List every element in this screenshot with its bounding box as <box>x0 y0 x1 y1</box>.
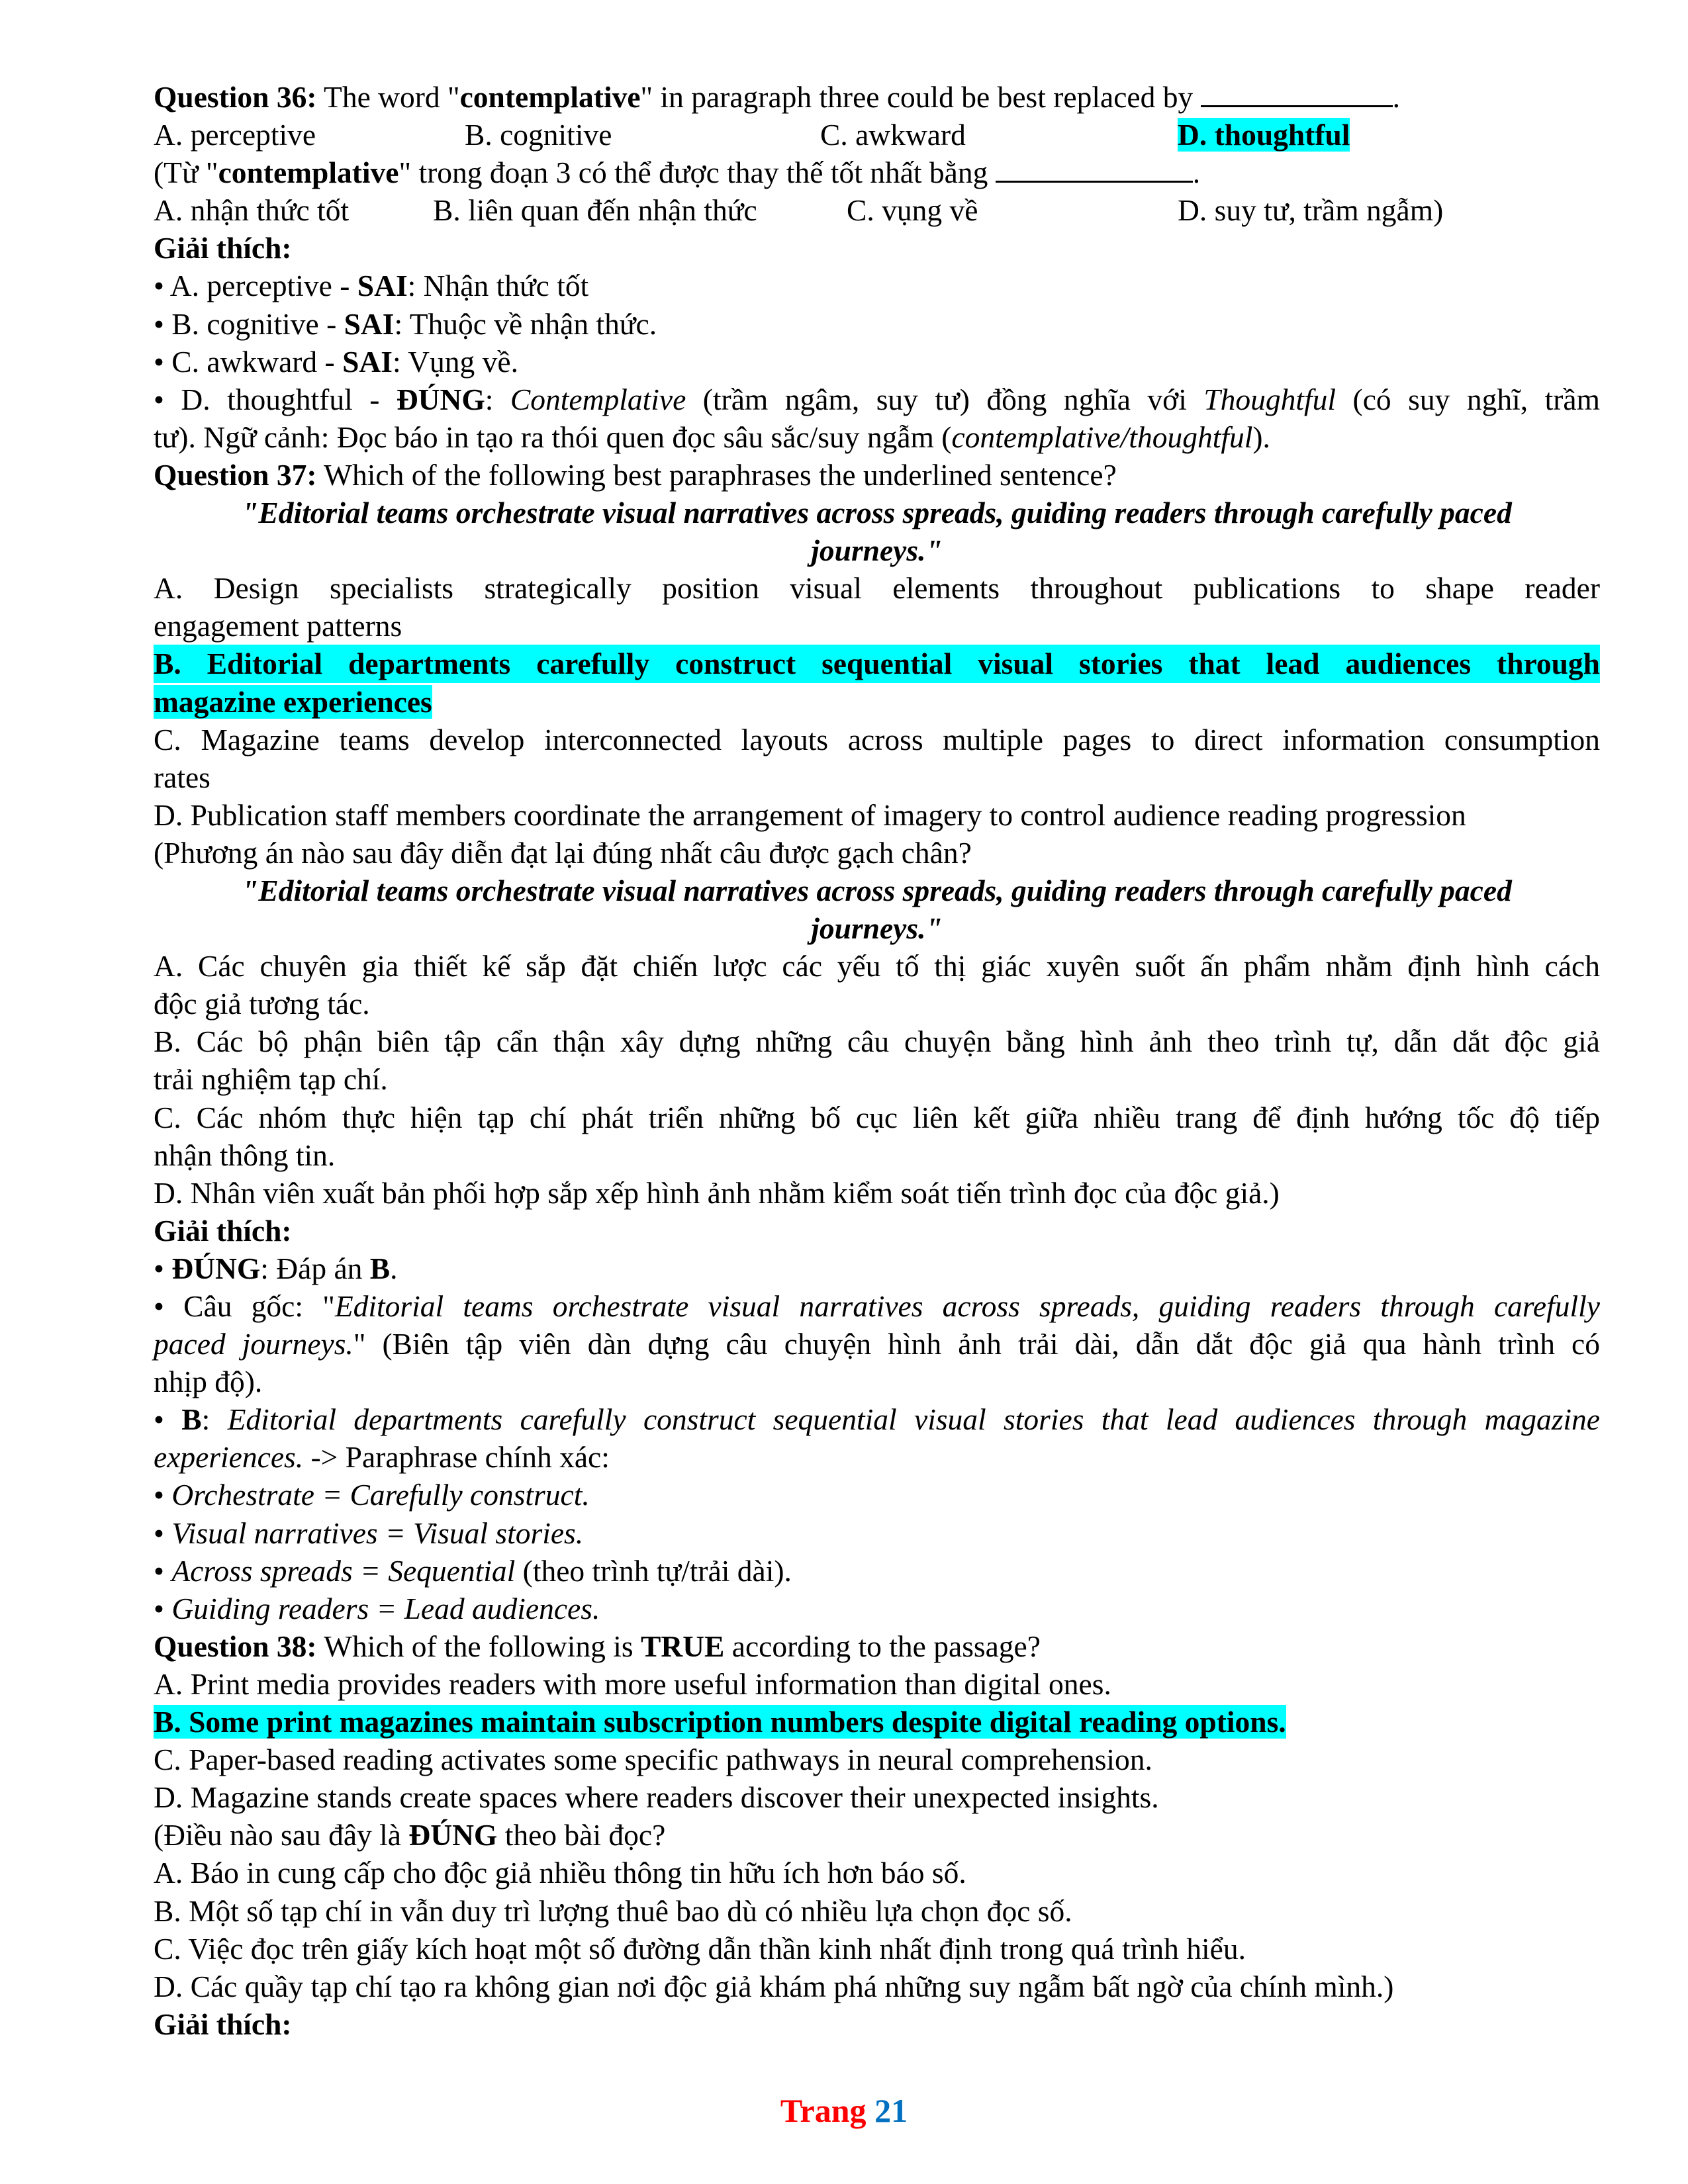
q38-option-d: D. Magazine stands create spaces where readers discover their unexpected insights. <box>154 1780 1159 1815</box>
q37-explain-2 <box>154 1287 1600 1325</box>
pair-term-b: Visual stories <box>413 1516 576 1550</box>
q37-e3-post: -> Paraphrase chính xác: <box>303 1440 610 1475</box>
q36-vi-keyword: contemplative <box>218 156 399 190</box>
q38-stem-bold: TRUE <box>640 1629 725 1663</box>
q37-vi-quote-l2: journeys." <box>811 911 943 946</box>
q36-vi-option-b: B. liên quan đến nhận thức <box>433 193 757 228</box>
q37-quote-l1: "Editorial teams orchestrate visual narratives across spreads, guiding readers through carefully paced <box>242 496 1512 530</box>
q36-option-d-correct <box>1178 116 1350 154</box>
q37-stem-text: Which of the following best paraphrases the underlined sentence? <box>316 457 1117 492</box>
q36-explain-d <box>154 381 1600 418</box>
q36-explain-title <box>154 229 1600 267</box>
q36-explain-d-line2-end: ). <box>1252 420 1270 454</box>
q36-vi-post: " trong đoạn 3 có thể được thay thế tốt nhất bằng <box>399 156 996 190</box>
q37-e3-pre: • <box>154 1402 182 1437</box>
q37-stem <box>154 456 1600 494</box>
q38-vi-option-d: D. Các quầy tạp chí tạo ra không gian nơi độc giả khám phá những suy ngẫm bất ngờ của chính mình.) <box>154 1969 1394 2003</box>
pair-term-a: Orchestrate <box>171 1478 314 1512</box>
q36-explain-d-line2-terms: contemplative/thoughtful <box>951 420 1253 454</box>
q36-label: Question 36: <box>154 80 317 114</box>
pair-equals: = <box>352 1553 389 1588</box>
q38-stem-post: according to the passage? <box>724 1629 1041 1663</box>
q36-explain-a <box>154 267 1600 304</box>
q37-vi-quote <box>154 872 1600 947</box>
q38-vi-option-a: A. Báo in cung cấp cho độc giả nhiều thông tin hữu ích hơn báo số. <box>154 1856 966 1890</box>
q38-explain-title-text: Giải thích: <box>154 2007 292 2041</box>
q38-vi-stem-pre: (Điều nào sau đây là <box>154 1818 409 1852</box>
q36-vi-option-c: C. vụng về <box>847 193 978 228</box>
q36-explain-c-tag: SAI <box>342 344 393 379</box>
q37-vi-option-a-l2: độc giả tương tác. <box>154 987 370 1021</box>
q36-explain-b <box>154 305 1600 343</box>
q36-explain-a-tag: SAI <box>357 269 408 303</box>
q37-vi-option-c-l2: nhận thông tin. <box>154 1138 336 1172</box>
q36-explain-c-pre: • C. awkward - <box>154 344 343 379</box>
q37-option-c-l2: rates <box>154 760 211 794</box>
q36-vi-options <box>154 191 1600 229</box>
document-page <box>154 78 1600 2043</box>
q37-explain-3 <box>154 1400 1600 1438</box>
q37-e3-sentence-l1: Editorial departments carefully construct sequential visual stories that lead audiences through magazine <box>227 1402 1600 1437</box>
q36-option-c: C. awkward <box>820 118 966 152</box>
q38-label: Question 38: <box>154 1629 317 1663</box>
q37-e3-tag: B <box>181 1402 202 1437</box>
q36-explain-b-pre: • B. cognitive - <box>154 306 344 341</box>
q36-explain-d-line2-pre: tư). Ngữ cảnh: Đọc báo in tạo ra thói quen đọc sâu sắc/suy ngẫm ( <box>154 420 952 454</box>
q37-e3-sentence-l2: experiences. <box>154 1440 304 1475</box>
pair-equals: = <box>377 1516 414 1550</box>
pair-bullet: • <box>154 1553 172 1588</box>
q38-vi-option-c: C. Việc đọc trên giấy kích hoạt một số đường dẫn thần kinh nhất định trong quá trình hiểu. <box>154 1931 1246 1966</box>
pair-term-a: Visual narratives <box>171 1516 378 1550</box>
q36-explain-d-term1: Contemplative <box>510 382 686 416</box>
pair-equals: = <box>314 1478 350 1512</box>
q38-option-b-correct <box>154 1703 1600 1741</box>
q37-option-b-l2 <box>154 683 1600 721</box>
pair-equals: = <box>369 1591 404 1625</box>
q36-vi-option-a: A. nhận thức tốt <box>154 193 350 228</box>
q37-e1-tag: ĐÚNG <box>171 1251 261 1285</box>
q36-keyword: contemplative <box>459 80 641 114</box>
q36-explain-a-post: : Nhận thức tốt <box>407 269 589 303</box>
q37-vi-option-c: C. Các nhóm thực hiện tạp chí phát triển những bố cục liên kết giữa nhiều trang để định hướng tốc độ tiếp <box>154 1100 1600 1134</box>
q36-options <box>154 116 1600 154</box>
q37-quote <box>154 494 1600 569</box>
q37-quote-l2: journeys." <box>811 533 943 568</box>
pair-bullet: • <box>154 1478 172 1512</box>
q37-option-a-l2: engagement patterns <box>154 609 402 643</box>
q36-explain-d-post: (có suy nghĩ, trầm <box>1336 382 1600 416</box>
q37-vi-stem: (Phương án nào sau đây diễn đạt lại đúng nhất câu được gạch chân? <box>154 835 972 870</box>
q37-e1-pre: • <box>154 1251 172 1285</box>
page-footer <box>0 2091 1688 2130</box>
q37-e3-colon: : <box>201 1402 228 1437</box>
pair-end: . <box>592 1591 600 1625</box>
pair-end: . <box>575 1516 584 1550</box>
q37-option-d: D. Publication staff members coordinate the arrangement of imagery to control audience reading progression <box>154 797 1466 832</box>
q36-explain-d-colon: : <box>485 382 510 416</box>
q36-explain-a-pre: • A. perceptive - <box>154 269 357 303</box>
q37-e2-post: " (Biên tập viên dàn dựng câu chuyện hình ảnh trải dài, dẫn dắt độc giả qua hành trình có <box>353 1327 1600 1361</box>
pair-extra: (theo trình tự/trải dài) <box>515 1553 784 1588</box>
q37-e1-end: . <box>390 1251 398 1285</box>
q36-option-d-text: D. thoughtful <box>1178 118 1350 152</box>
q38-option-b-text: B. Some print magazines maintain subscription numbers despite digital reading options. <box>154 1705 1286 1739</box>
q36-explain-b-post: : Thuộc về nhận thức. <box>394 306 657 341</box>
q36-stem <box>154 78 1600 116</box>
q36-vi-option-d: D. suy tư, trầm ngẫm) <box>1178 193 1444 228</box>
answer-blank-vi <box>996 154 1193 183</box>
page-label: Trang <box>780 2092 867 2129</box>
q37-vi-option-a: A. Các chuyên gia thiết kế sắp đặt chiến lược các yếu tố thị giác xuyên suốt ấn phẩm nhằm định hình cách <box>154 949 1600 983</box>
q36-explain-d-line2 <box>154 418 1600 456</box>
q37-vi-option-d: D. Nhân viên xuất bản phối hợp sắp xếp hình ảnh nhằm kiểm soát tiến trình đọc của độc giả.) <box>154 1175 1280 1210</box>
q37-option-a: A. Design specialists strategically position visual elements throughout publications to shape reader <box>154 571 1600 606</box>
q37-e2-quote-l1: Editorial teams orchestrate visual narratives across spreads, guiding readers through carefully <box>334 1289 1600 1323</box>
q36-explain-d-term2: Thoughtful <box>1203 382 1336 416</box>
q37-pair-4 <box>154 1590 1600 1627</box>
q36-explain-c <box>154 343 1600 381</box>
q38-vi-stem-bold: ĐÚNG <box>408 1818 498 1852</box>
q36-vi-stem <box>154 154 1600 191</box>
q36-explain-d-tag: ĐÚNG <box>396 382 485 416</box>
q37-e2-quote-l2: paced journeys. <box>154 1327 353 1361</box>
pair-end: . <box>784 1553 792 1588</box>
pair-bullet: • <box>154 1591 172 1625</box>
q36-option-a: A. perceptive <box>154 118 316 152</box>
q38-stem <box>154 1627 1600 1665</box>
pair-end: . <box>582 1478 590 1512</box>
q36-explain-d-mid: (trầm ngâm, suy tư) đồng nghĩa với <box>686 382 1204 416</box>
q37-e2-pre: • Câu gốc: " <box>154 1289 335 1323</box>
q37-explain-3-l2 <box>154 1438 1600 1476</box>
q37-explain-2-l2 <box>154 1325 1600 1363</box>
pair-bullet: • <box>154 1516 172 1550</box>
q38-explain-title <box>154 2005 1600 2043</box>
q36-stem-post: " in paragraph three could be best replaced by <box>640 80 1201 114</box>
q37-e1-mid: : Đáp án <box>260 1251 370 1285</box>
q36-explain-b-tag: SAI <box>344 306 395 341</box>
q36-stem-end: . <box>1392 80 1400 114</box>
q37-explain-1 <box>154 1250 1600 1287</box>
q37-vi-option-b: B. Các bộ phận biên tập cẩn thận xây dựng những câu chuyện bằng hình ảnh theo trình tự, dẫn dắt độc giả <box>154 1024 1600 1059</box>
q36-explain-c-post: : Vụng về. <box>392 344 518 379</box>
answer-blank <box>1201 79 1393 107</box>
q37-pair-2 <box>154 1514 1600 1552</box>
q37-option-c: C. Magazine teams develop interconnected layouts across multiple pages to direct information consumption <box>154 722 1600 756</box>
q37-vi-quote-l1: "Editorial teams orchestrate visual narratives across spreads, guiding readers through carefully paced <box>242 873 1512 907</box>
q36-explain-d-pre: • D. thoughtful - <box>154 382 397 416</box>
q38-vi-stem-post: theo bài đọc? <box>497 1818 666 1852</box>
q38-option-a: A. Print media provides readers with more useful information than digital ones. <box>154 1666 1111 1701</box>
q36-vi-end: . <box>1192 156 1201 190</box>
pair-term-b: Lead audiences <box>404 1591 592 1625</box>
q37-explain-title <box>154 1212 1600 1250</box>
pair-term-a: Guiding readers <box>171 1591 369 1625</box>
q36-vi-pre: (Từ " <box>154 156 218 190</box>
q38-vi-stem <box>154 1816 1600 1854</box>
q37-option-b-l2-text: magazine experiences <box>154 684 432 719</box>
q37-pair-1 <box>154 1476 1600 1514</box>
q36-stem-pre: The word " <box>316 80 460 114</box>
q37-vi-option-b-l2: trải nghiệm tạp chí. <box>154 1062 388 1097</box>
q37-pair-3 <box>154 1552 1600 1590</box>
q36-option-b: B. cognitive <box>465 118 612 152</box>
pair-term-b: Carefully construct <box>350 1478 583 1512</box>
q37-explain-2-l3: nhịp độ). <box>154 1365 263 1399</box>
q38-option-c: C. Paper-based reading activates some specific pathways in neural comprehension. <box>154 1743 1152 1777</box>
q38-stem-pre: Which of the following is <box>316 1629 641 1663</box>
q37-e1-answer: B <box>369 1251 391 1285</box>
q36-explain-title-text: Giải thích: <box>154 231 292 265</box>
q38-vi-option-b: B. Một số tạp chí in vẫn duy trì lượng thuê bao dù có nhiều lựa chọn đọc số. <box>154 1893 1072 1928</box>
q37-explain-title-text: Giải thích: <box>154 1213 292 1248</box>
pair-term-a: Across spreads <box>171 1553 353 1588</box>
q37-option-b-correct: B. Editorial departments carefully construct sequential visual stories that lead audiences through <box>154 645 1600 682</box>
q37-label: Question 37: <box>154 457 317 492</box>
page-number: 21 <box>874 2092 908 2129</box>
pair-term-b: Sequential <box>388 1553 516 1588</box>
